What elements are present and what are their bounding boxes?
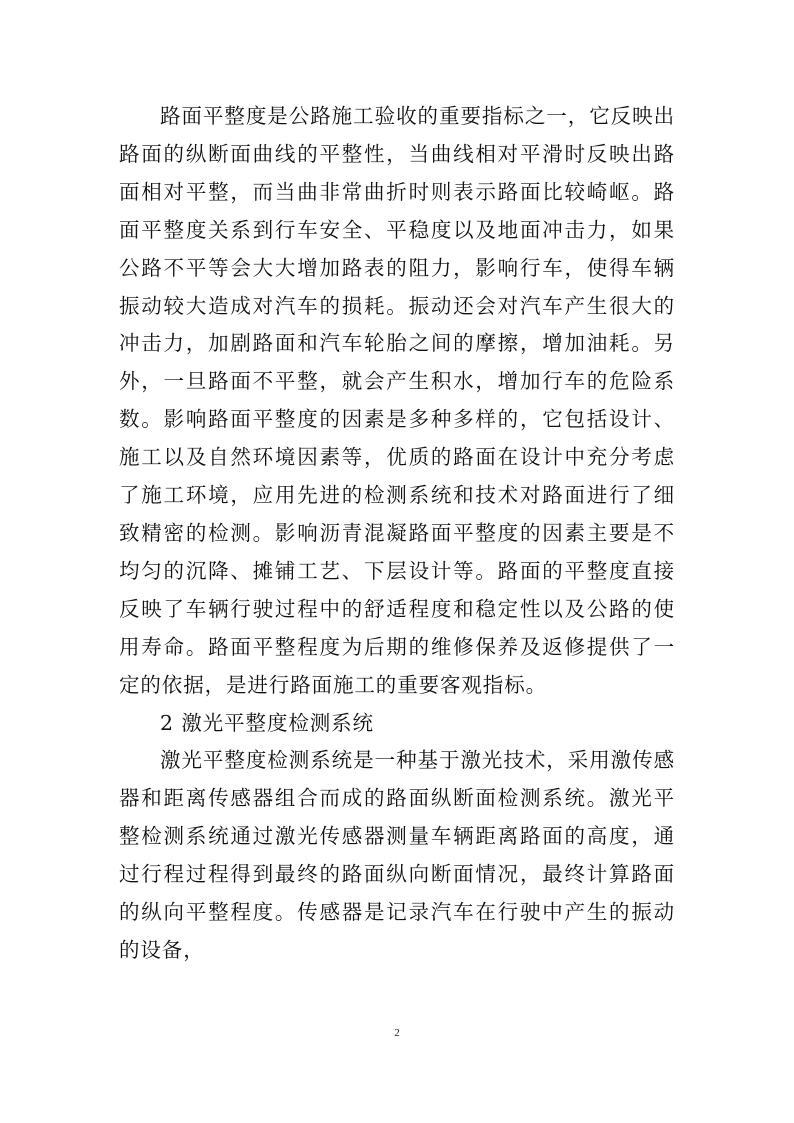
body-paragraph: 路面平整度是公路施工验收的重要指标之一，它反映出路面的纵断面曲线的平整性，当曲线相对平滑时反映出路面相对平整，而当曲非常曲折时则表示路面比较崎岖。路面平整度关系到行车安全、平稳度以及地面冲击力，如果公路不平等会大大增加路表的阻力，影响行车，使得车辆振动较大造成对汽车的损耗。振动还会对汽车产生很大的冲击力，加剧路面和汽车轮胎之间的摩擦，增加油耗。另外，一旦路面不平整，就会产生积水，增加行车的危险系数。影响路面平整度的因素是多种多样的，它包括设计、施工以及自然环境因素等，优质的路面在设计中充分考虑了施工环境，应用先进的检测系统和技术对路面进行了细致精密的检测。影响沥青混凝路面平整度的因素主要是不均匀的沉降、摊铺工艺、下层设计等。路面的平整度直接反映了车辆行驶过程中的舒适程度和稳定性以及公路的使用寿命。路面平整程度为后期的维修保养及返修提供了一定的依据，是进行路面施工的重要客观指标。 <box>119 104 675 697</box>
page-number: 2 <box>394 1027 400 1039</box>
section-heading: 2 激光平整度检测系统 <box>160 710 374 735</box>
document-body <box>119 98 675 970</box>
body-paragraph: 激光平整度检测系统是一种基于激光技术，采用激传感器和距离传感器组合而成的路面纵断面检测系统。激光平整检测系统通过激光传感器测量车辆距离路面的高度，通过行程过程得到最终的路面纵向断面情况，最终计算路面的纵向平整程度。传感器是记录汽车在行驶中产生的振动的设备， <box>119 748 675 962</box>
